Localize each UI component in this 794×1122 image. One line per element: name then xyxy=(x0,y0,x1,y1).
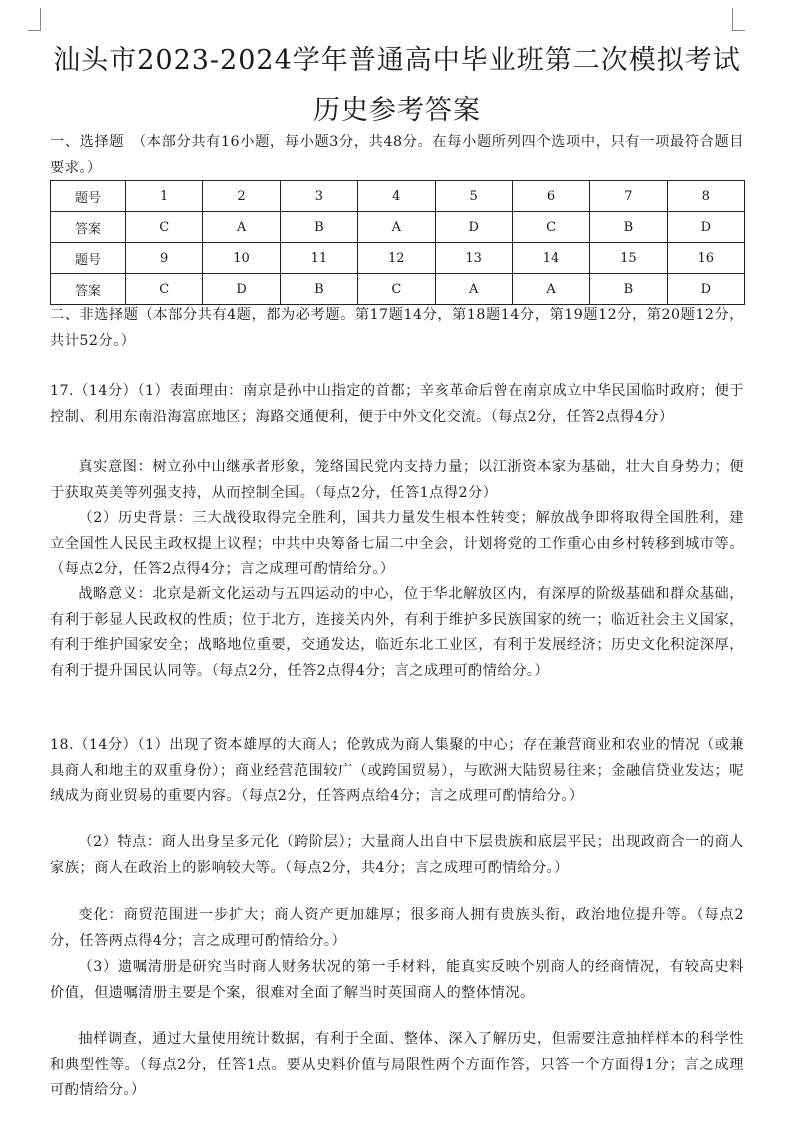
table-cell: C xyxy=(126,212,203,243)
crop-mark-top-right xyxy=(732,8,745,31)
row-label: 题号 xyxy=(51,243,126,274)
table-cell: B xyxy=(280,274,357,305)
table-cell: 8 xyxy=(667,181,744,212)
table-cell: A xyxy=(203,212,280,243)
table-row xyxy=(51,274,745,305)
exam-title: 汕头市2023-2024学年普通高中毕业班第二次模拟考试 xyxy=(53,45,741,76)
table-cell: D xyxy=(203,274,280,305)
table-cell: 1 xyxy=(126,181,203,212)
table-cell: C xyxy=(512,212,589,243)
q17-intent: 真实意图：树立孙中山继承者形象，笼络国民党内支持力量；以江浙资本家为基础，壮大自身势力；便于获取英美等列强支持，从而控制全国。（每点2分，任答1点得2分） xyxy=(50,459,744,501)
table-cell: A xyxy=(435,274,512,305)
q18-sampling: 抽样调查，通过大量使用统计数据，有利于全面、整体、深入了解历史，但需要注意抽样样本的科学性和典型性等。（每点2分，任答1点。要从史料价值与局限性两个方面作答，只答一个方面得1分；言之成理可酌情给分。） xyxy=(50,1031,744,1098)
table-cell: 15 xyxy=(590,243,667,274)
section2-intro: 二、非选择题（本部分共有4题，都为必考题。第17题14分，第18题14分，第19题12分，第20题12分，共计52分。） xyxy=(50,307,744,349)
table-cell: 2 xyxy=(203,181,280,212)
answer-table xyxy=(50,180,745,305)
row-label: 答案 xyxy=(51,274,126,305)
table-cell: 11 xyxy=(280,243,357,274)
table-cell: 5 xyxy=(435,181,512,212)
table-cell: D xyxy=(435,212,512,243)
table-cell: 9 xyxy=(126,243,203,274)
q17-part1: 17.（14分）（1）表面理由：南京是孙中山指定的首都；辛亥革命后曾在南京成立中华民国临时政府；便于控制、利用东南沿海富庶地区；海路交通便利，便于中外文化交流。（每点2分，任答2点得4分） xyxy=(50,383,744,425)
table-cell: 7 xyxy=(590,181,667,212)
q18-part1: 18.（14分）（1）出现了资本雄厚的大商人；伦敦成为商人集聚的中心；存在兼营商业和农业的情况（或兼具商人和地主的双重身份）；商业经营范围较广（或跨国贸易），与欧洲大陆贸易往来；金融信贷业发达；呢绒成为商业贸易的重要内容。（每点2分，任答两点给4分；言之成理可酌情给分。） xyxy=(50,737,744,804)
table-cell: B xyxy=(280,212,357,243)
q17-significance: 战略意义：北京是新文化运动与五四运动的中心，位于华北解放区内，有深厚的阶级基础和群众基础，有利于彰显人民政权的性质；位于北方，连接关内外，有利于维护多民族国家的统一；临近社会主义国家，有利于维护国家安全；战略地位重要，交通发达，临近东北工业区，有利于发展经济；历史文化积淀深厚，有利于提升国民认同等。（每点2分，任答2点得4分；言之成理可酌情给分。） xyxy=(50,586,744,679)
q18-change: 变化：商贸范围进一步扩大；商人资产更加雄厚；很多商人拥有贵族头衔，政治地位提升等。（每点2分，任答两点得4分；言之成理可酌情给分。） xyxy=(50,907,744,949)
table-cell: 14 xyxy=(512,243,589,274)
table-cell: 6 xyxy=(512,181,589,212)
table-cell: 3 xyxy=(280,181,357,212)
table-cell: B xyxy=(590,274,667,305)
row-label: 答案 xyxy=(51,212,126,243)
section1-intro: 一、选择题 （本部分共有16小题，每小题3分，共48分。在每小题所列四个选项中，只有一项最符合题目要求。） xyxy=(50,134,744,176)
row-label: 题号 xyxy=(51,181,126,212)
crop-mark-top-left xyxy=(28,8,41,31)
table-cell: 13 xyxy=(435,243,512,274)
table-cell: 4 xyxy=(358,181,435,212)
table-cell: 12 xyxy=(358,243,435,274)
table-cell: D xyxy=(667,274,744,305)
table-row xyxy=(51,243,745,274)
table-row xyxy=(51,212,745,243)
q18-part3: （3）遗嘱清册是研究当时商人财务状况的第一手材料，能真实反映个别商人的经商情况，有较高史料价值，但遗嘱清册主要是个案，很难对全面了解当时英国商人的整体情况。 xyxy=(50,959,744,1001)
table-row xyxy=(51,181,745,212)
table-cell: B xyxy=(590,212,667,243)
table-cell: C xyxy=(126,274,203,305)
table-cell: 16 xyxy=(667,243,744,274)
q18-part2: （2）特点：商人出身呈多元化（跨阶层）；大量商人出自中下层贵族和底层平民；出现政商合一的商人家族；商人在政治上的影响较大等。（每点2分，共4分；言之成理可酌情给分。） xyxy=(50,834,744,876)
table-cell: C xyxy=(358,274,435,305)
table-cell: 10 xyxy=(203,243,280,274)
q17-part2: （2）历史背景：三大战役取得完全胜利，国共力量发生根本性转变；解放战争即将取得全国胜利，建立全国性人民民主政权提上议程；中共中央筹备七届二中全会，计划将党的工作重心由乡村转移到城市等。（每点2分，任答2点得4分；言之成理可酌情给分。） xyxy=(50,510,744,577)
answer-key-title: 历史参考答案 xyxy=(313,95,481,126)
table-cell: A xyxy=(512,274,589,305)
table-cell: A xyxy=(358,212,435,243)
table-cell: D xyxy=(667,212,744,243)
